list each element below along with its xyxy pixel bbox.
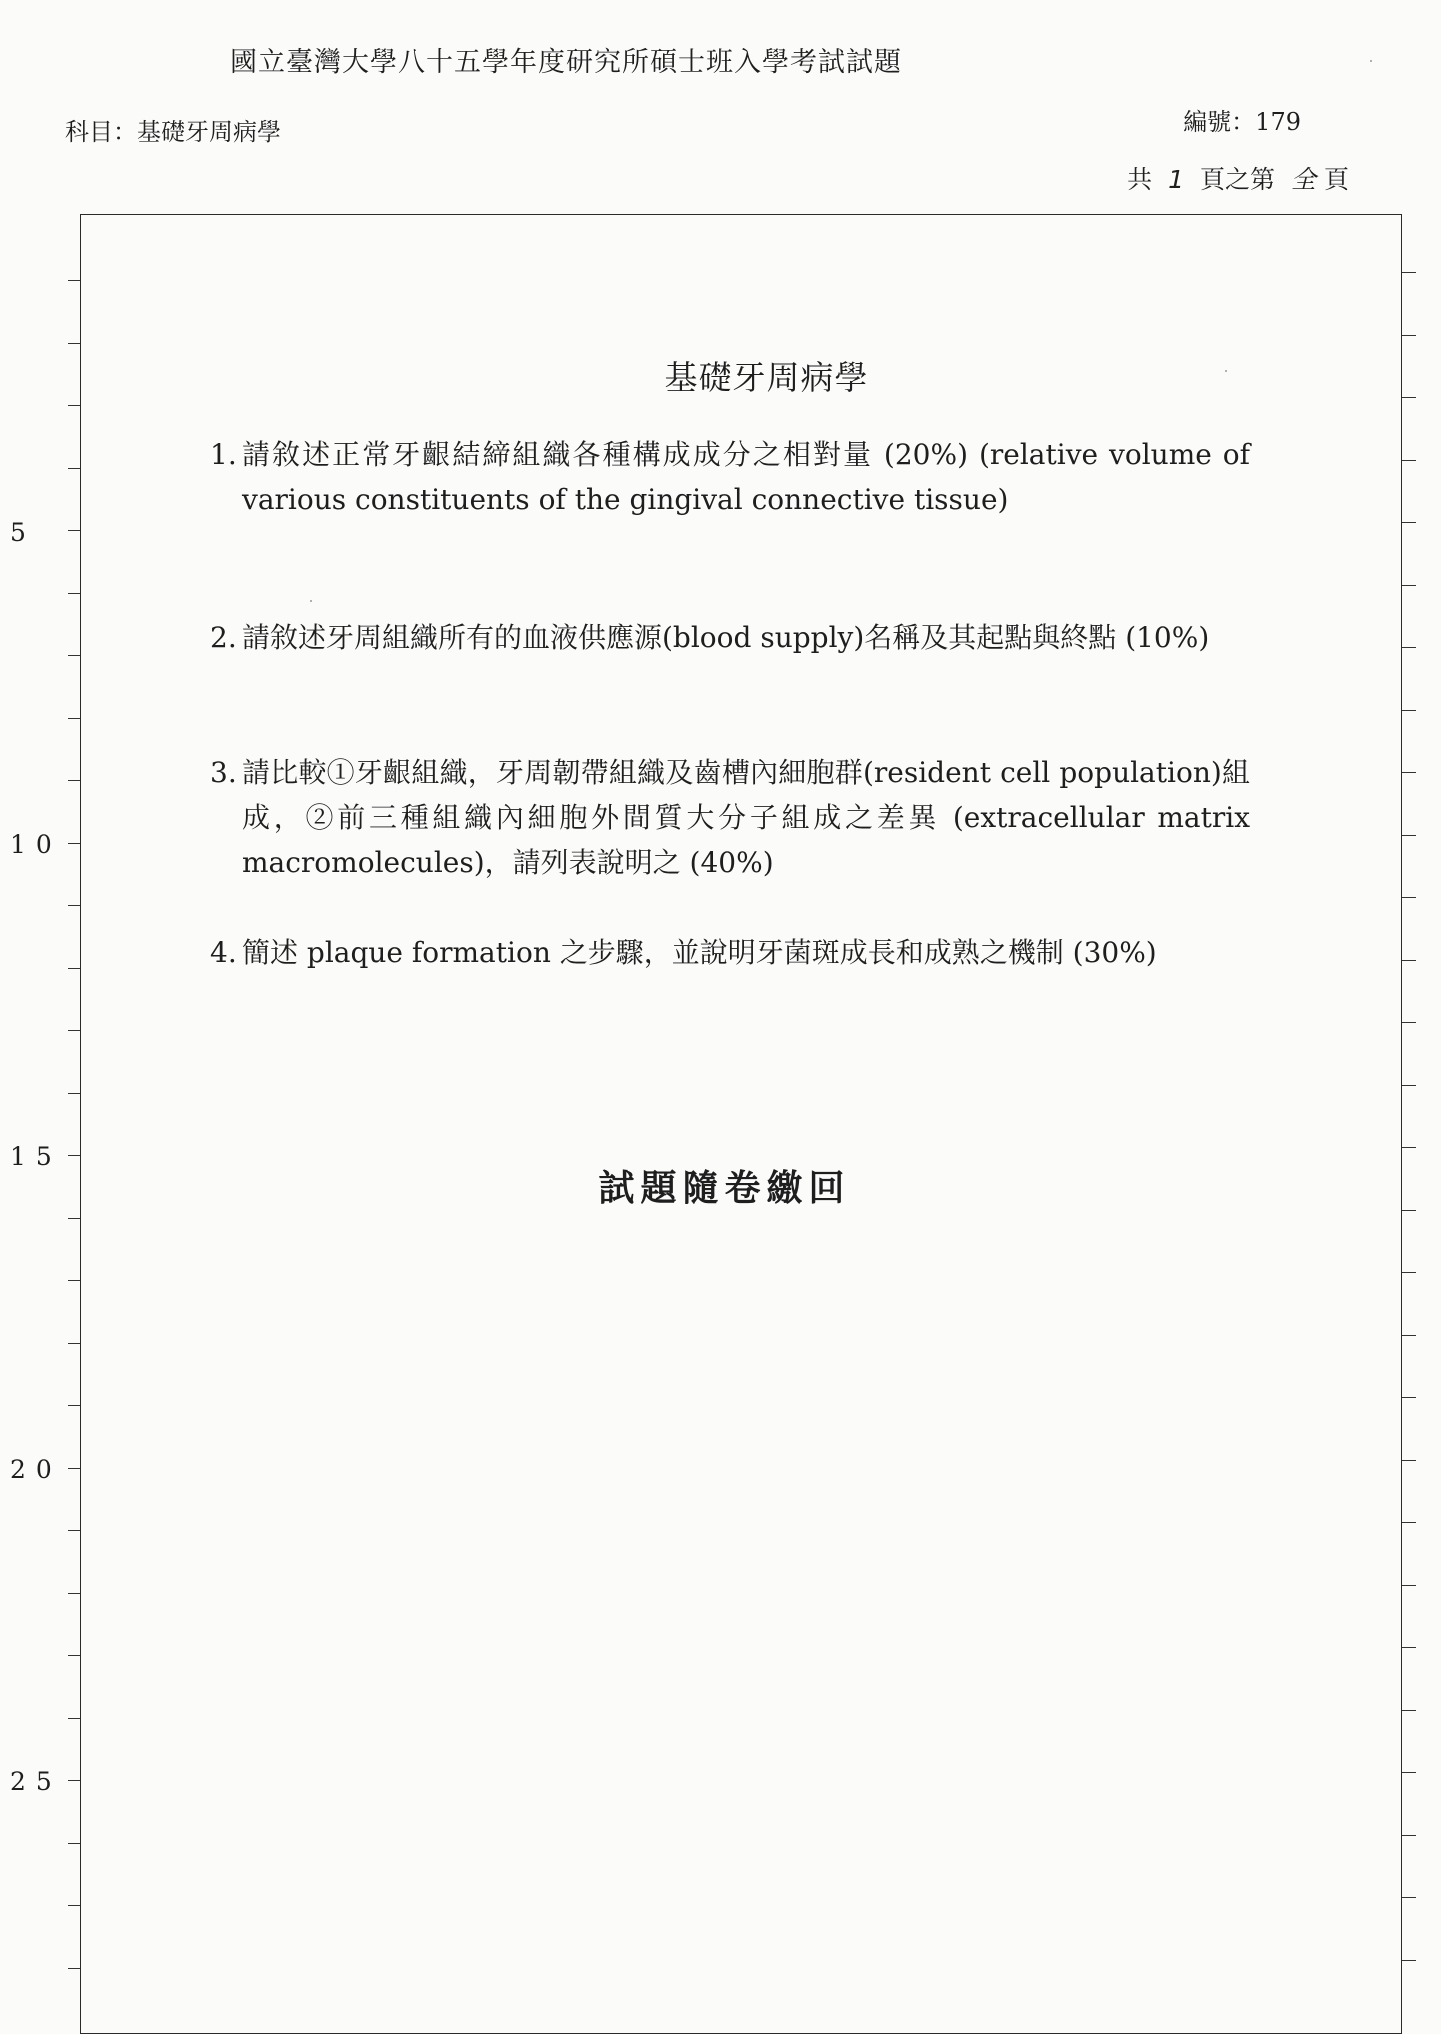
- ruler-tick-left: [68, 1405, 80, 1406]
- exam-code: 編號：179: [1183, 108, 1301, 136]
- question-4: [210, 930, 1250, 975]
- ruler-tick-left: [68, 1343, 80, 1344]
- ruler-tick-right: [1402, 1960, 1416, 1961]
- ruler-tick-right: [1402, 897, 1416, 898]
- ruler-tick-right: [1402, 335, 1416, 336]
- ruler-tick-left: [68, 843, 80, 844]
- page-total-prefix: 共: [1127, 165, 1153, 194]
- question-text: 請敘述牙周組織所有的血液供應源(blood supply)名稱及其起點與終點 (10%): [242, 621, 1210, 654]
- ruler-tick-left: [68, 1468, 80, 1469]
- ruler-tick-left: [68, 1530, 80, 1531]
- ruler-tick-left: [68, 655, 80, 656]
- question-number: 3.: [210, 756, 237, 789]
- ruler-tick-right: [1402, 647, 1416, 648]
- scan-speck: [1225, 370, 1227, 372]
- ruler-tick-right: [1402, 1022, 1416, 1023]
- ruler-tick-right: [1402, 1710, 1416, 1711]
- question-text: 簡述 plaque formation 之步驟，並說明牙菌斑成長和成熟之機制 (30%): [242, 936, 1157, 969]
- scan-speck: [310, 600, 312, 602]
- scan-speck: [1370, 60, 1372, 62]
- ruler-tick-right: [1402, 585, 1416, 586]
- subject-label: 科目：基礎牙周病學: [65, 118, 281, 146]
- margin-number-5: 5: [10, 518, 36, 547]
- question-text: 請敘述正常牙齦結締組織各種構成成分之相對量 (20%) (relative volume of various constituents of the gingival connective tissue): [242, 438, 1250, 516]
- ruler-tick-left: [68, 1968, 80, 1969]
- ruler-tick-right: [1402, 1397, 1416, 1398]
- exam-heading: 基礎牙周病學: [664, 358, 869, 397]
- question-number: 4.: [210, 936, 237, 969]
- ruler-tick-left: [68, 1780, 80, 1781]
- question-2: [210, 615, 1250, 660]
- question-number: 2.: [210, 621, 237, 654]
- ruler-tick-left: [68, 468, 80, 469]
- exam-title: 國立臺灣大學八十五學年度研究所碩士班入學考試試題: [230, 47, 902, 78]
- ruler-tick-left: [68, 1593, 80, 1594]
- ruler-tick-left: [68, 1718, 80, 1719]
- page-suffix: 頁: [1323, 165, 1349, 194]
- ruler-tick-left: [68, 968, 80, 969]
- ruler-tick-left: [68, 1218, 80, 1219]
- ruler-tick-right: [1402, 1835, 1416, 1836]
- ruler-tick-right: [1402, 1460, 1416, 1461]
- ruler-tick-right: [1402, 1897, 1416, 1898]
- ruler-tick-left: [68, 405, 80, 406]
- ruler-tick-left: [68, 1905, 80, 1906]
- ruler-tick-right: [1402, 1272, 1416, 1273]
- ruler-tick-left: [68, 1155, 80, 1156]
- ruler-tick-left: [68, 1030, 80, 1031]
- ruler-tick-right: [1402, 835, 1416, 836]
- question-text: 請比較①牙齦組織，牙周韌帶組織及齒槽內細胞群(resident cell population)組成，②前三種組織內細胞外間質大分子組成之差異 (extracellular matrix macromolecules)，請列表說明之 (40%): [242, 756, 1250, 879]
- ruler-tick-right: [1402, 1647, 1416, 1648]
- page-mid: 頁之第: [1200, 165, 1276, 194]
- ruler-tick-right: [1402, 960, 1416, 961]
- ruler-tick-right: [1402, 1585, 1416, 1586]
- ruler-tick-left: [68, 1655, 80, 1656]
- ruler-tick-left: [68, 718, 80, 719]
- ruler-tick-right: [1402, 460, 1416, 461]
- ruler-tick-right: [1402, 1335, 1416, 1336]
- return-notice: 試題隨卷繳回: [598, 1167, 851, 1209]
- ruler-tick-right: [1402, 1522, 1416, 1523]
- ruler-tick-right: [1402, 1085, 1416, 1086]
- ruler-tick-left: [68, 1093, 80, 1094]
- ruler-tick-left: [68, 780, 80, 781]
- ruler-tick-left: [68, 343, 80, 344]
- margin-number-10: 10: [10, 830, 62, 859]
- page-current: 全: [1290, 165, 1316, 194]
- question-3: [210, 750, 1250, 885]
- ruler-tick-right: [1402, 1147, 1416, 1148]
- ruler-tick-left: [68, 593, 80, 594]
- margin-number-25: 25: [10, 1767, 62, 1796]
- ruler-tick-right: [1402, 710, 1416, 711]
- ruler-tick-left: [68, 530, 80, 531]
- question-1: [210, 432, 1250, 522]
- margin-number-15: 15: [10, 1142, 62, 1171]
- ruler-tick-left: [68, 1843, 80, 1844]
- ruler-tick-right: [1402, 272, 1416, 273]
- ruler-tick-left: [68, 905, 80, 906]
- ruler-tick-left: [68, 280, 80, 281]
- ruler-tick-left: [68, 1280, 80, 1281]
- page-total: 1: [1168, 165, 1185, 194]
- question-number: 1.: [210, 438, 237, 471]
- page-info: [1127, 160, 1349, 196]
- ruler-tick-right: [1402, 1772, 1416, 1773]
- margin-number-20: 20: [10, 1455, 62, 1484]
- ruler-tick-right: [1402, 772, 1416, 773]
- ruler-tick-right: [1402, 522, 1416, 523]
